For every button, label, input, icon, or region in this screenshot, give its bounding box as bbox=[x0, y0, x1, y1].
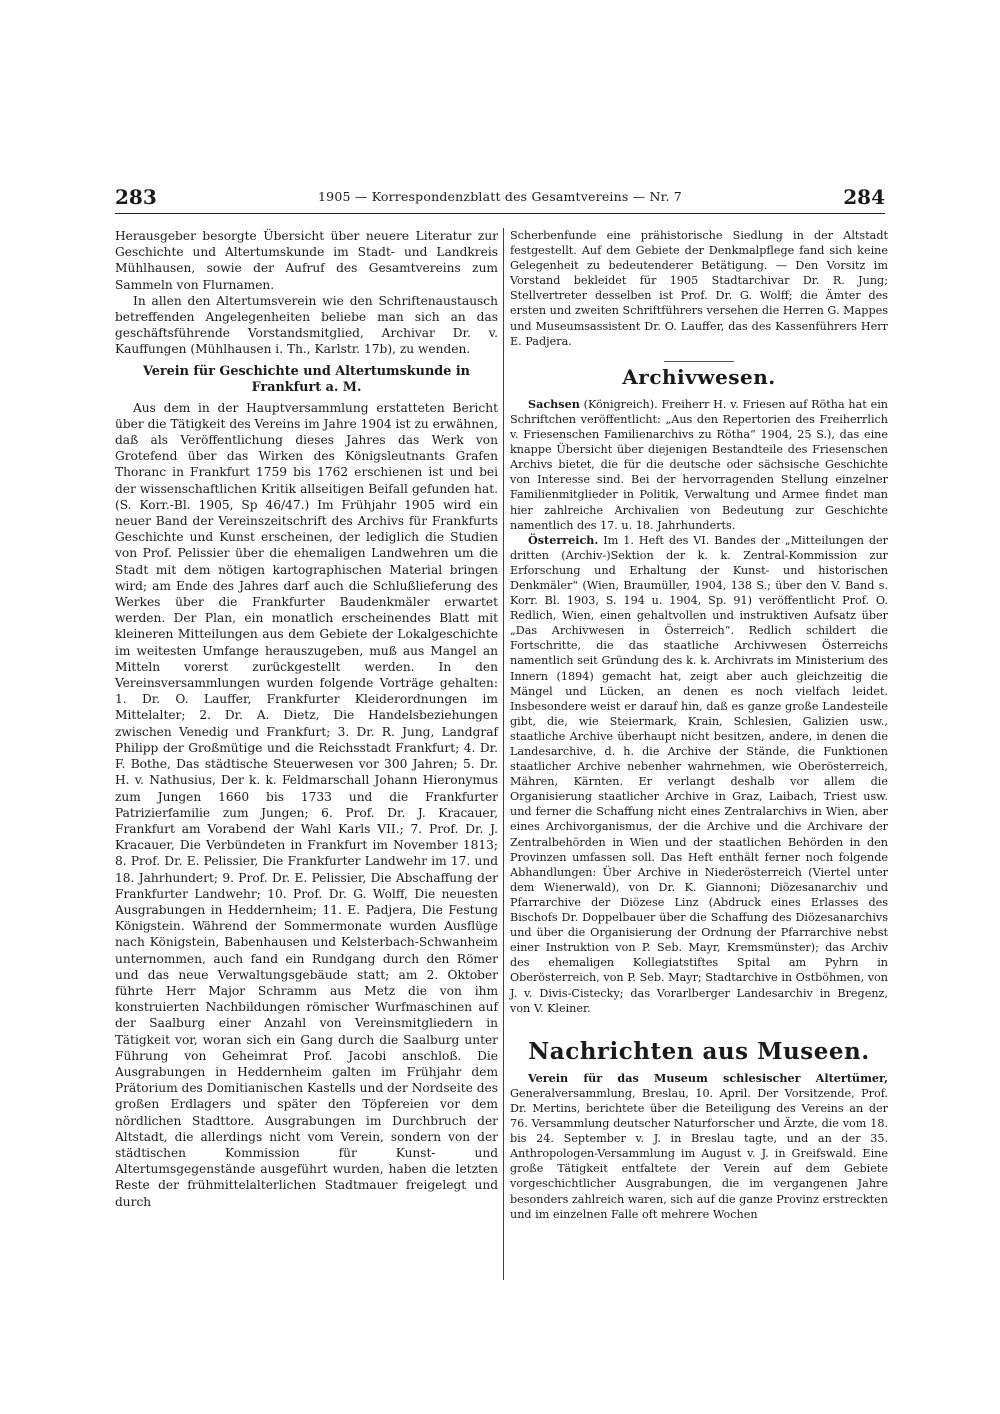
page-number-right: 284 bbox=[843, 185, 885, 209]
paragraph-text: (Königreich). Freiherr H. v. Friesen auf Rötha hat ein Schriftchen veröffentlicht: „Aus den Repertorien des Freiherrlich v. Friesenschen Familienarchivs zu Rötha“ 1904, 25 S.), das eine knappe Übersicht über diejenigen Bestandteile des Friesenschen Archivs bietet, die für die deutsche oder sächsische Geschichte von Interesse sind. Bei der hervorragenden Stellung einzelner Familienmitglieder in Politik, Verwaltung und Armee findet man hier zahlreiche Archivalien von Bedeutung zur Geschichte namentlich des 17. u. 18. Jahrhunderts. bbox=[510, 397, 888, 532]
left-column bbox=[115, 228, 498, 1210]
right-column bbox=[510, 228, 888, 1222]
column-divider bbox=[503, 228, 504, 1280]
section-heading-museen: Nachrichten aus Museen. bbox=[528, 1037, 870, 1065]
page-number-left: 283 bbox=[115, 185, 157, 209]
lead-term: Verein für das Museum schlesischer Altertümer, bbox=[528, 1070, 888, 1085]
paragraph-text: Generalversammlung, Breslau, 10. April. Der Vorsitzende, Prof. Dr. Mertins, berichtete über die Beteiligung des Vereins an der 76. Versammlung deutscher Naturforscher und Ärzte, die vom 18. bis 24. September v. J. in Breslau tagte, und an der 35. Anthropologen-Versammlung im August v. J. in Greifswald. Eine große Tätigkeit entfaltete der Verein auf dem Gebiete vorgeschichtlicher Ausgrabungen, die im vergangenen Jahre besonders zahlreich waren, sich auf die ganze Provinz erstreckten und im einzelnen Falle oft mehrere Wochen bbox=[510, 1086, 888, 1221]
paragraph: Aus dem in der Hauptversammlung erstatteten Bericht über die Tätigkeit des Vereins im Jahre 1904 ist zu erwähnen, daß als Veröffentlichung dieses Jahres das Werk von Grotefend über das Wirken des Königsleutnants Grafen Thoranc in Frankfurt 1759 bis 1762 erschienen ist und bei der wissenschaftlichen Kritik allseitigen Beifall gefunden hat. (S. Korr.-Bl. 1905, Sp 46/47.) Im Frühjahr 1905 wird ein neuer Band der Vereinszeitschrift des Archivs für Frankfurts Geschichte und Kunst erscheinen, der lediglich die Studien von Prof. Pelissier über die ehemaligen Landwehren um die Stadt mit dem nötigen kartographischen Material bringen wird; am Ende des Jahres darf auch die Schlußlieferung des Werkes über die Frankfurter Baudenkmäler erwartet werden. Der Plan, ein monatlich erscheinendes Blatt mit kleineren Mitteilungen aus dem Gebiete der Lokalgeschichte im weitesten Umfange herauszugeben, muß aus Mangel an Mitteln vorerst zurückgestellt werden. In den Vereinsversammlungen wurden folgende Vorträge gehalten: 1. Dr. O. Lauffer, Frankfurter Kleiderordnungen im Mittelalter; 2. Dr. A. Dietz, Die Handelsbeziehungen zwischen Venedig und Frankfurt; 3. Dr. R. Jung, Landgraf Philipp der Großmütige und die Reichsstadt Frankfurt; 4. Dr. F. Bothe, Das städtische Steuerwesen vor 300 Jahren; 5. Dr. H. v. Nathusius, Der k. k. Feldmarschall Johann Hieronymus zum Jungen 1660 bis 1733 und die Frankfurter Patrizierfamilie zum Jungen; 6. Prof. Dr. J. Kracauer, Frankfurt am Vorabend der Wahl Karls VII.; 7. Prof. Dr. J. Kracauer, Die Verbündeten in Frankfurt im November 1813; 8. Prof. Dr. E. Pelissier, Die Frankfurter Landwehr im 17. und 18. Jahrhundert; 9. Prof. Dr. E. Pelissier, Die Abschaffung der Frankfurter Landwehr; 10. Prof. Dr. G. Wolff, Die neuesten Ausgrabungen in Heddernheim; 11. E. Padjera, Die Festung Königstein. Während der Sommermonate wurden Ausflüge nach Königstein, Babenhausen und Kelsterbach-Schwanheim unternommen, auch fand ein Rundgang durch den Römer und das neue Verwaltungsgebäude statt; am 2. Oktober führte Herr Major Schramm aus Metz die von ihm konstruierten Nachbildungen römischer Wurfmaschinen auf der Saalburg einer Anzahl von Vereinsmitgliedern in Tätigkeit vor, woran sich ein Gang durch die Saalburg unter Führung von Geheimrat Prof. Jacobi anschloß. Die Ausgrabungen in Heddernheim galten im Frühjahr dem Prätorium des Domitianischen Kastells und der Nordseite des großen Erdlagers und später den Töpfereien vor dem nördlichen Stadttore. Ausgrabungen im Durchbruch der Altstadt, die allerdings nicht vom Verein, sondern von der städtischen Kommission für Kunst- und Altertumsgegenstände ausgeführt wurden, haben die letzten Reste der frühmittelalterlichen Stadtmauer freigelegt und durch bbox=[115, 400, 498, 1209]
page-header bbox=[115, 185, 885, 214]
paragraph bbox=[510, 1071, 888, 1222]
paragraph: Herausgeber besorgte Übersicht über neuere Literatur zur Geschichte und Altertumskunde im Stadt- und Landkreis Mühlhausen, sowie der Aufruf des Gesamtvereins zum Sammeln von Flurnamen. bbox=[115, 229, 498, 292]
paragraph bbox=[510, 397, 888, 533]
article-heading: Verein für Geschichte und Altertumskunde in Frankfurt a. M. bbox=[143, 363, 470, 395]
paragraph: In allen den Altertumsverein wie den Schriftenaustausch betreffenden Angelegenheiten beliebe man sich an das geschäftsführende Vorstandsmitglied, Archivar Dr. v. Kauffungen (Mühlhausen i. Th., Karlstr. 17b), zu wenden. bbox=[115, 293, 498, 357]
paragraph: Scherbenfunde eine prähistorische Siedlung in der Altstadt festgestellt. Auf dem Gebiete der Denkmalpflege fand sich keine Gelegenheit zu bedeutenderer Betätigung. — Den Vorsitz im Vorstand bekleidet für 1905 Stadtarchivar Dr. R. Jung; Stellvertreter desselben ist Prof. Dr. G. Wolff; die Ämter des ersten und zweiten Schriftführers versehen die Herren G. Mappes und Museumsassistent Dr. O. Lauffer, das des Kassenführers Herr E. Padjera. bbox=[510, 229, 888, 348]
paragraph bbox=[510, 533, 888, 1016]
separator-rule bbox=[664, 361, 734, 362]
paragraph-text: Im 1. Heft des VI. Bandes der „Mitteilungen der dritten (Archiv-)Sektion der k. k. Zentral-Kommission zur Erforschung und Erhaltung der Kunst- und historischen Denkmäler“ (Wien, Braumüller, 1904, 138 S.; über den V. Band s. Korr. Bl. 1903, S. 194 u. 1904, Sp. 91) veröffentlicht Prof. O. Redlich, Wien, einen gehaltvollen und instruktiven Aufsatz über „Das Archivwesen in Österreich“. Redlich schildert die Fortschritte, die das staatliche Archivwesen Österreichs namentlich seit Gründung des k. k. Archivrats im Ministerium des Innern (1894) gemacht hat, zeigt aber auch gleichzeitig die Mängel und Lücken, an denen es noch vielfach leidet. Insbesondere weist er darauf hin, daß es ganze große Landesteile gibt, die, wie Steiermark, Krain, Schlesien, Galizien usw., staatliche Archive überhaupt nicht besitzen, andere, in denen die Landesarchive, d. h. die Archive der Stände, die Funktionen staatlicher Archive nebenher wahrnehmen, wie Oberösterreich, Mähren, Kärnten. Er verlangt deshalb vor allem die Organisierung staatlicher Archive in Graz, Laibach, Triest usw. und ferner die Schaffung nicht eines Zentralarchivs in Wien, aber eines Archivorganismus, der die Archive und die Archivare der Zentralbehörden in Wien und der staatlichen Behörden in den Provinzen umfassen soll. Das Heft enthält ferner noch folgende Abhandlungen: Über Archive in Niederösterreich (Viertel unter dem Wienerwald), von Dr. K. Giannoni; Diözesanarchiv und Pfarrarchive der Diözese Linz (Abdruck eines Erlasses des Bischofs Dr. Doppelbauer über die Schaffung des Diözesanarchivs und über die Organisierung der Ordnung der Pfarrarchive nebst einer Instruktion von P. Seb. Mayr, Kremsmünster); das Archiv des ehemaligen Kollegiatstiftes Spital am Pyhrn in Oberösterreich, von P. Seb. Mayr; Stadtarchive in Ostböhmen, von J. v. Divis-Cistecky; das Vorarlberger Landesarchiv in Bregenz, von V. Kleiner. bbox=[510, 533, 888, 1015]
lead-term: Österreich. bbox=[528, 532, 599, 547]
lead-term: Sachsen bbox=[528, 396, 580, 411]
running-title: 1905 — Korrespondenzblatt des Gesamtvereins — Nr. 7 bbox=[318, 189, 682, 204]
section-heading-archivwesen: Archivwesen. bbox=[622, 364, 776, 389]
